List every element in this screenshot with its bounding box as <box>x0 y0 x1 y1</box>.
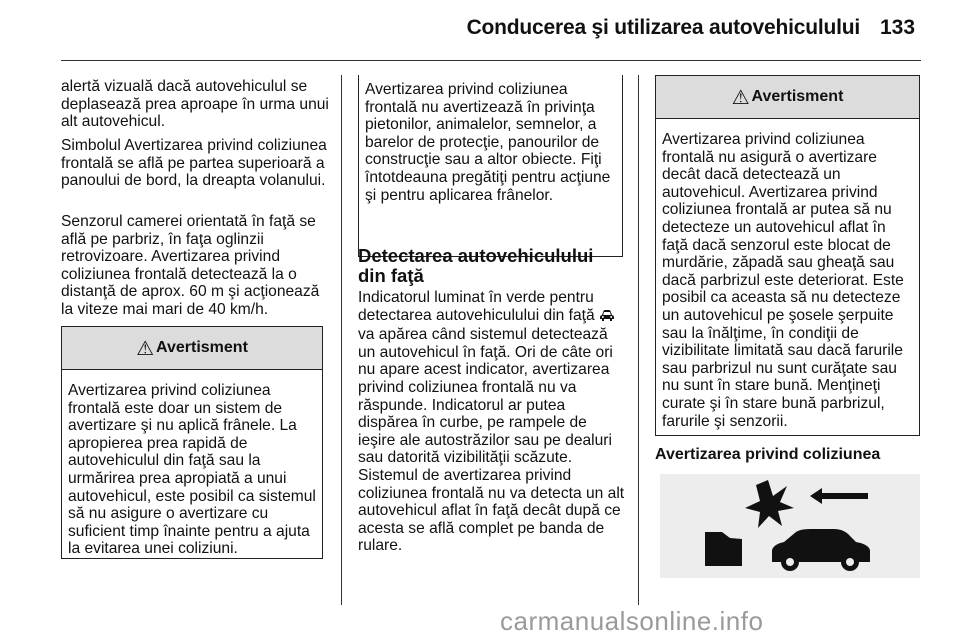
warning-title: Avertisment <box>751 88 844 105</box>
warning-box-2 <box>655 75 920 436</box>
warning-body: Avertizarea privind coliziunea frontală nu asigură o avertizare decât dacă detectează un autovehicul. Avertizarea privind coliziunea frontală ar putea să nu detecteze un autovehicul aflat în faţă dacă senzorul este blocat de murdărie, zăpadă sau gheaţă sau dacă parbrizul este deteriorat. Este posibil ca aceasta să nu detecteze un autovehicul pe şosele şerpuite sau la înălţime, în condiţii de vizibilitate limitată sau dacă farurile sau parbrizul nu sunt curăţate sau nu sunt în stare bună. Menţineţi curate şi în stare bună parbrizul, farurile şi senzorii. <box>662 131 904 430</box>
warning-box-1 <box>61 326 323 559</box>
warning-body: Avertizarea privind coliziunea frontală este doar un sistem de avertizare şi nu aplică frânele. La apropierea prea rapidă de autovehiculul din faţă sau la urmărirea prea apropiată a unui autovehicul, este posibil ca sistemul să nu asigure o avertizare cu suficient timp înainte pentru a ajuta la evitarea unei coliziuni. <box>68 382 316 558</box>
caution-box: Avertizarea privind coliziunea frontală nu avertizează în privinţa pietonilor, animalelor, semnelor, a barelor de protecţie, panourilor de construcţie sau a altor obiecte. Fiţi întotdeauna pregătiţi pentru acţiune şi pentru aplicarea frânelor. <box>358 75 623 257</box>
column-divider-2 <box>638 75 639 605</box>
paragraph-alert-intro: alertă vizuală dacă autovehiculul se deplasează prea aproape în urma unui alt autovehicul. <box>61 78 329 131</box>
header-divider <box>61 60 921 61</box>
detection-text-start: Indicatorul luminat în verde pentru detectarea autovehiculului din faţă <box>358 289 595 324</box>
warning-triangle-icon: ⚠ <box>731 86 750 109</box>
warning-header <box>62 327 322 370</box>
paragraph-symbol-location: Simbolul Avertizarea privind coliziunea frontală se află pe partea superioară a panoului de bord, la dreapta volanului. <box>61 137 327 190</box>
column-divider-1 <box>341 75 342 605</box>
warning-triangle-icon: ⚠ <box>136 337 155 360</box>
paragraph-vehicle-detection <box>358 289 626 555</box>
collision-warning-symbol-icon <box>660 474 920 578</box>
collision-alert-subheading: Avertizarea privind coliziunea <box>655 446 881 463</box>
warning-title: Avertisment <box>156 339 248 356</box>
section-heading: Detectarea autovehiculului din faţă <box>358 245 594 286</box>
detection-text-rest: va apărea când sistemul detectează un autovehicul în faţă. Ori de câte ori nu apare acest indicator, avertizarea privind coliziunea frontală nu va răspunde. Indicatorul ar putea dispărea în curbe, pe rampele de ieşire ale autostrăzilor sau pe dealuri sau datorită vizibilităţii scăzute. Sistemul de avertizarea privind coliziunea frontală nu va detecta un alt autovehicul aflat în faţă decât după ce acesta se află complet pe banda de rulare. <box>358 326 625 555</box>
car-front-icon <box>599 309 615 327</box>
warning-header <box>656 76 919 119</box>
page-number: 133 <box>880 16 916 39</box>
watermark: carmanualsonline.info <box>500 606 764 636</box>
header-title: Conducerea şi utilizarea autovehiculului <box>466 16 860 39</box>
paragraph-camera-sensor: Senzorul camerei orientată în faţă se află pe parbriz, în faţa oglinzii retrovizoare. Avertizarea privind coliziunea frontală detectează la o distanţă de aprox. 60 m şi acţionează la viteze mai mari de 40 km/h. <box>61 213 320 318</box>
